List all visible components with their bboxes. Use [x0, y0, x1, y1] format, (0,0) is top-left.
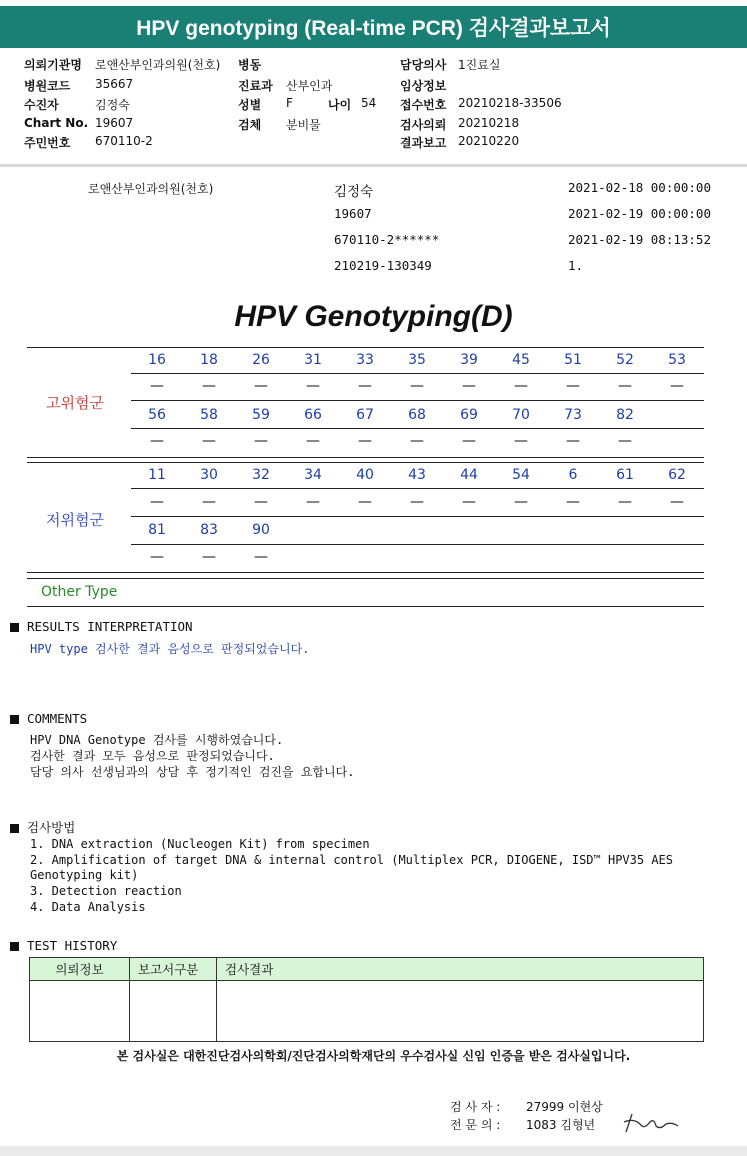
genotype-code: 66	[304, 407, 322, 423]
genotype-code: 83	[200, 522, 218, 538]
header-value: 분비물	[286, 118, 321, 132]
history-col-header: 보고서구분	[130, 958, 217, 981]
genotype-code: 61	[616, 467, 634, 483]
genotype-result: —	[618, 494, 632, 510]
genotype-result: —	[670, 378, 684, 394]
genotype-code: 18	[200, 352, 218, 368]
genotype-code: 33	[356, 352, 374, 368]
page-number: 1.	[568, 258, 584, 273]
header-value: 20210218	[458, 116, 520, 130]
table-rule	[131, 488, 704, 489]
genotype-code: 53	[668, 352, 686, 368]
table-rule	[131, 400, 704, 401]
header-value: 54	[361, 96, 377, 110]
header-label: 성별	[238, 98, 262, 112]
history-header-row	[30, 958, 704, 981]
genotype-code: 44	[460, 467, 478, 483]
footer-bar	[0, 1146, 747, 1156]
genotype-result: —	[410, 378, 424, 394]
genotype-result: —	[150, 549, 164, 565]
genotype-result: —	[202, 378, 216, 394]
genotype-code: 56	[148, 407, 166, 423]
genotype-code: 6	[568, 467, 578, 483]
genotype-code: 81	[148, 522, 166, 538]
header-value: 35667	[95, 77, 134, 91]
genotype-result: —	[410, 494, 424, 510]
genotype-code: 11	[148, 467, 166, 483]
low-risk-group-label: 저위험군	[46, 511, 104, 529]
genotype-result: —	[254, 549, 268, 565]
genotype-result: —	[254, 433, 268, 449]
genotype-result: —	[566, 494, 580, 510]
genotype-result: —	[202, 433, 216, 449]
comment-line: 검사한 결과 모두 음성으로 판정되었습니다.	[30, 749, 275, 763]
genotype-result: —	[514, 433, 528, 449]
table-rule	[27, 347, 704, 348]
header-value: F	[286, 96, 293, 110]
genotype-code: 32	[252, 467, 270, 483]
genotype-result: —	[306, 378, 320, 394]
genotype-result: —	[202, 549, 216, 565]
header-label: 검사의뢰	[400, 118, 447, 132]
genotype-result: —	[462, 494, 476, 510]
header-divider	[0, 164, 747, 167]
header-label: 검체	[238, 118, 262, 132]
genotype-result: —	[514, 494, 528, 510]
header-label: Chart No.	[24, 116, 89, 130]
method-line: 1. DNA extraction (Nucleogen Kit) from specimen	[30, 837, 370, 851]
genotype-code: 35	[408, 352, 426, 368]
table-rule	[27, 457, 704, 458]
genotype-code: 67	[356, 407, 374, 423]
resident-number: 670110-2******	[334, 232, 440, 247]
genotype-result: —	[358, 433, 372, 449]
comments-heading: COMMENTS	[10, 711, 87, 726]
table-rule	[131, 428, 704, 429]
bullet-square-icon	[10, 942, 19, 951]
genotype-result: —	[202, 494, 216, 510]
genotype-code: 58	[200, 407, 218, 423]
genotype-code: 54	[512, 467, 530, 483]
header-value: 670110-2	[95, 134, 153, 148]
genotype-code: 34	[304, 467, 322, 483]
genotype-result: —	[306, 494, 320, 510]
method-line: 3. Detection reaction	[30, 884, 182, 898]
header-value: 산부인과	[286, 79, 333, 93]
genotype-code: 68	[408, 407, 426, 423]
genotype-code: 59	[252, 407, 270, 423]
table-rule	[27, 572, 704, 573]
genotype-result: —	[254, 494, 268, 510]
header-label: 나이	[328, 98, 352, 112]
genotype-result: —	[306, 433, 320, 449]
genotype-result: —	[150, 494, 164, 510]
genotype-code: 69	[460, 407, 478, 423]
genotype-result: —	[358, 494, 372, 510]
genotype-result: —	[566, 378, 580, 394]
comment-line: 담당 의사 선생님과의 상담 후 정기적인 검진을 요합니다.	[30, 765, 355, 779]
header-label: 주민번호	[24, 136, 71, 150]
header-value: 19607	[95, 116, 134, 130]
sample-number: 210219-130349	[334, 258, 432, 273]
date-tested: 2021-02-19 00:00:00	[568, 206, 711, 221]
genotype-code: 26	[252, 352, 270, 368]
genotype-code: 45	[512, 352, 530, 368]
genotype-result: —	[358, 378, 372, 394]
genotype-result: —	[670, 494, 684, 510]
signature-value: 27999 이현상	[526, 1100, 603, 1114]
signature-label: 검 사 자 :	[450, 1100, 501, 1114]
header-value: 1진료실	[458, 58, 501, 72]
genotype-code: 16	[148, 352, 166, 368]
other-type-label: Other Type	[41, 584, 118, 600]
high-risk-group-label: 고위험군	[46, 394, 104, 412]
bullet-square-icon	[10, 623, 19, 632]
header-label: 담당의사	[400, 58, 447, 72]
handwritten-signature	[620, 1108, 684, 1138]
genotyping-title: HPV Genotyping(D)	[234, 300, 513, 333]
bullet-square-icon	[10, 715, 19, 724]
table-rule	[131, 373, 704, 374]
table-rule	[27, 462, 704, 463]
header-label: 결과보고	[400, 136, 447, 150]
date-received: 2021-02-18 00:00:00	[568, 180, 711, 195]
genotype-code: 73	[564, 407, 582, 423]
table-rule	[131, 544, 704, 545]
history-cell	[217, 981, 704, 1042]
results-text: HPV type 검사한 결과 음성으로 판정되었습니다.	[30, 642, 310, 656]
history-table	[29, 957, 704, 1042]
table-rule	[27, 606, 704, 607]
results-heading: RESULTS INTERPRETATION	[10, 619, 193, 634]
method-line: Genotyping kit)	[30, 868, 139, 882]
genotype-result: —	[514, 378, 528, 394]
header-value: 로앤산부인과의원(천호)	[95, 58, 221, 72]
bullet-square-icon	[10, 824, 19, 833]
genotype-code: 82	[616, 407, 634, 423]
table-rule	[27, 578, 704, 579]
header-label: 수진자	[24, 98, 59, 112]
signature-label: 전 문 의 :	[450, 1118, 501, 1132]
genotype-code: 39	[460, 352, 478, 368]
method-line: 2. Amplification of target DNA & internal control (Multiplex PCR, DIOGENE, ISD™ HPV35 AES	[30, 853, 673, 867]
genotype-result: —	[566, 433, 580, 449]
genotype-result: —	[150, 378, 164, 394]
header-label: 접수번호	[400, 98, 447, 112]
history-col-header: 검사결과	[217, 958, 704, 981]
certification-note: 본 검사실은 대한진단검사의학회/진단검사의학재단의 우수검사실 신임 인증을 받은 검사실입니다.	[116, 1049, 631, 1063]
table-rule	[131, 516, 704, 517]
header-label: 의뢰기관명	[24, 58, 82, 72]
genotype-result: —	[462, 433, 476, 449]
history-row	[30, 981, 704, 1042]
hospital-name: 로앤산부인과의원(천호)	[88, 182, 214, 196]
genotype-result: —	[410, 433, 424, 449]
patient-name: 김정숙	[334, 184, 374, 200]
header-value: 김정숙	[95, 98, 130, 112]
history-cell	[30, 981, 130, 1042]
genotype-code: 40	[356, 467, 374, 483]
header-label: 진료과	[238, 79, 273, 93]
genotype-code: 52	[616, 352, 634, 368]
method-heading: 검사방법	[10, 818, 75, 836]
date-reported: 2021-02-19 08:13:52	[568, 232, 711, 247]
genotype-result: —	[150, 433, 164, 449]
genotype-code: 30	[200, 467, 218, 483]
genotype-code: 90	[252, 522, 270, 538]
header-value: 20210220	[458, 134, 520, 148]
comment-line: HPV DNA Genotype 검사를 시행하였습니다.	[30, 733, 284, 747]
chart-number: 19607	[334, 206, 372, 221]
header-value: 20210218-33506	[458, 96, 562, 110]
history-cell	[130, 981, 217, 1042]
genotype-code: 62	[668, 467, 686, 483]
header-label: 임상정보	[400, 79, 447, 93]
report-title: HPV genotyping (Real-time PCR) 검사결과보고서	[136, 17, 611, 40]
genotype-result: —	[618, 433, 632, 449]
signature-value: 1083 김형년	[526, 1118, 596, 1132]
method-line: 4. Data Analysis	[30, 900, 146, 914]
genotype-code: 70	[512, 407, 530, 423]
history-col-header: 의뢰정보	[30, 958, 130, 981]
genotype-result: —	[618, 378, 632, 394]
header-label: 병원코드	[24, 79, 71, 93]
header-label: 병동	[238, 58, 262, 72]
history-heading: TEST HISTORY	[10, 938, 117, 953]
report-title-bar	[0, 6, 747, 48]
genotype-result: —	[462, 378, 476, 394]
genotype-code: 31	[304, 352, 322, 368]
genotype-code: 43	[408, 467, 426, 483]
genotype-code: 51	[564, 352, 582, 368]
genotype-result: —	[254, 378, 268, 394]
